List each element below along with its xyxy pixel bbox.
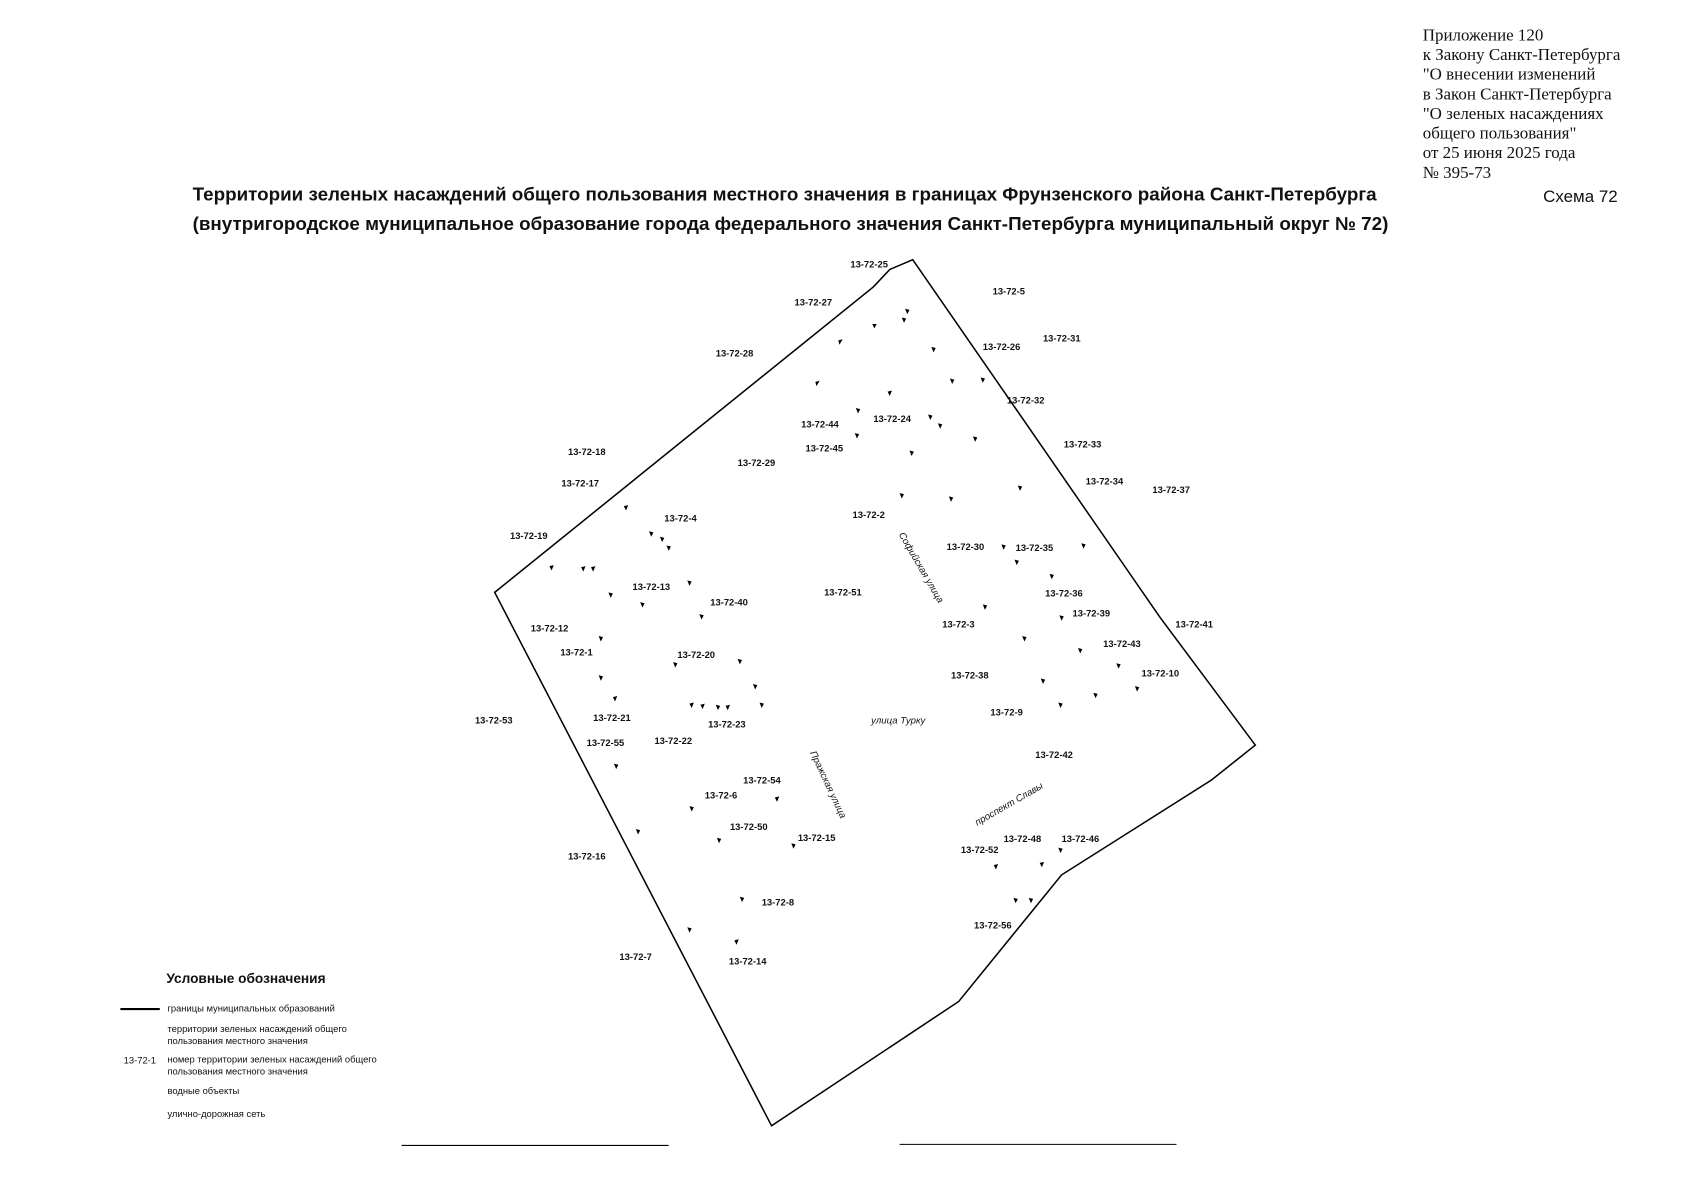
territory-number-label: 13-72-33 bbox=[1063, 438, 1102, 450]
green-area-marker bbox=[905, 309, 909, 314]
territory-number-label: 13-72-44 bbox=[801, 418, 839, 430]
green-area-marker bbox=[1015, 560, 1019, 565]
map-title-line2: (внутригородское муниципальное образование города федерального значения Санкт-Петербурга муниципальный округ № 72) bbox=[192, 213, 1389, 235]
legend-boundary-text: границы муниципальных образований bbox=[167, 1002, 335, 1014]
green-area-marker bbox=[900, 493, 904, 498]
green-area-marker bbox=[950, 379, 954, 384]
territory-labels bbox=[475, 258, 1213, 966]
appendix-line: "О зеленых насаждениях bbox=[1422, 103, 1604, 123]
green-area-marker bbox=[1081, 543, 1085, 548]
scheme-number: Схема 72 bbox=[1543, 186, 1618, 206]
green-area-marker bbox=[1135, 686, 1139, 691]
territory-number-label: 13-72-39 bbox=[1072, 607, 1111, 619]
green-area-marker bbox=[699, 614, 703, 619]
appendix-line: в Закон Санкт-Петербурга bbox=[1422, 84, 1612, 104]
territory-number-label: 13-72-46 bbox=[1061, 833, 1100, 845]
territory-number-label: 13-72-45 bbox=[805, 442, 844, 454]
territory-number-label: 13-72-31 bbox=[1042, 332, 1081, 344]
green-area-marker bbox=[888, 391, 892, 396]
appendix-line: "О внесении изменений bbox=[1422, 64, 1596, 84]
green-area-marker bbox=[902, 317, 906, 322]
green-area-marker bbox=[931, 347, 935, 352]
green-area-marker bbox=[613, 696, 617, 701]
green-area-marker bbox=[1029, 898, 1033, 903]
green-area-marker bbox=[909, 451, 913, 456]
green-area-marker bbox=[1078, 648, 1082, 653]
green-area-marker bbox=[838, 339, 842, 344]
green-area-marker bbox=[716, 705, 720, 710]
green-area-marker bbox=[1018, 485, 1022, 490]
green-area-marker bbox=[624, 505, 628, 510]
green-area-marker bbox=[687, 580, 691, 585]
territory-number-label: 13-72-51 bbox=[824, 586, 862, 598]
territory-number-label: 13-72-28 bbox=[715, 347, 754, 359]
green-area-marker bbox=[1059, 615, 1063, 620]
territory-number-label: 13-72-6 bbox=[704, 789, 738, 801]
green-area-marker bbox=[928, 415, 932, 420]
green-area-marker bbox=[687, 927, 691, 932]
legend-green-text-2: пользования местного значения bbox=[167, 1035, 308, 1046]
territory-number-label: 13-72-53 bbox=[474, 714, 513, 726]
green-area-marker bbox=[738, 659, 742, 664]
legend-green-text-1: территории зеленых насаждений общего bbox=[167, 1023, 347, 1034]
green-area-marker bbox=[608, 592, 612, 597]
territory-number-label: 13-72-20 bbox=[677, 648, 716, 660]
green-area-marker bbox=[591, 566, 595, 571]
green-area-marker bbox=[949, 496, 953, 501]
legend-number-text-1: номер территории зеленых насаждений общего bbox=[167, 1053, 377, 1065]
street-label-slavy: проспект Славы bbox=[973, 780, 1046, 829]
territory-number-label: 13-72-13 bbox=[632, 581, 671, 593]
territory-number-label: 13-72-48 bbox=[1003, 833, 1042, 845]
street-label-turku: улица Турку bbox=[871, 715, 926, 727]
green-area-marker bbox=[791, 843, 795, 848]
territory-number-label: 13-72-40 bbox=[710, 596, 748, 608]
territory-number-label: 13-72-29 bbox=[737, 456, 776, 468]
green-area-marker bbox=[599, 636, 603, 641]
appendix-line: Приложение 120 bbox=[1422, 25, 1544, 45]
green-area-markers bbox=[549, 309, 1139, 945]
territory-number-label: 13-72-4 bbox=[664, 512, 697, 524]
green-area-marker bbox=[855, 433, 859, 438]
green-area-marker bbox=[872, 324, 876, 328]
territory-number-label: 13-72-38 bbox=[951, 669, 989, 681]
territory-number-label: 13-72-22 bbox=[654, 735, 693, 746]
territory-number-label: 13-72-25 bbox=[850, 258, 888, 270]
territory-number-label: 13-72-24 bbox=[873, 413, 911, 425]
map-title-line1: Территории зеленых насаждений общего пользования местного значения в границах Фрунзенского района Санкт-Петербурга bbox=[192, 183, 1377, 205]
green-area-marker bbox=[983, 604, 987, 609]
green-area-marker bbox=[1116, 663, 1120, 668]
legend-water-text: водные объекты bbox=[167, 1085, 240, 1097]
green-area-marker bbox=[973, 436, 977, 441]
legend-roads-text: улично-дорожная сеть bbox=[167, 1108, 266, 1120]
territory-number-label: 13-72-32 bbox=[1006, 394, 1045, 406]
green-area-marker bbox=[1040, 862, 1044, 867]
green-area-marker bbox=[1058, 703, 1062, 708]
territory-number-label: 13-72-19 bbox=[509, 529, 548, 541]
appendix-line: от 25 июня 2025 года bbox=[1422, 143, 1576, 163]
territory-number-label: 13-72-54 bbox=[743, 774, 781, 786]
green-area-marker bbox=[599, 675, 603, 680]
territory-number-label: 13-72-27 bbox=[794, 296, 833, 308]
territory-number-label: 13-72-18 bbox=[568, 445, 606, 457]
green-area-marker bbox=[581, 566, 585, 571]
green-area-marker bbox=[981, 377, 985, 382]
legend-number-text-2: пользования местного значения bbox=[167, 1065, 308, 1077]
territory-number-label: 13-72-7 bbox=[619, 951, 652, 962]
territory-number-label: 13-72-12 bbox=[530, 622, 569, 634]
territory-number-label: 13-72-5 bbox=[992, 285, 1026, 297]
appendix-line: к Закону Санкт-Петербурга bbox=[1422, 45, 1621, 64]
territory-number-label: 13-72-23 bbox=[708, 718, 746, 730]
territory-number-label: 13-72-52 bbox=[960, 844, 999, 856]
territory-number-label: 13-72-2 bbox=[852, 509, 885, 521]
green-area-marker bbox=[1041, 679, 1045, 684]
territory-number-label: 13-72-15 bbox=[797, 832, 836, 844]
territory-number-label: 13-72-35 bbox=[1015, 541, 1054, 553]
territory-number-label: 13-72-43 bbox=[1103, 637, 1141, 649]
territory-number-label: 13-72-41 bbox=[1175, 618, 1213, 630]
district-boundary bbox=[495, 260, 1256, 1126]
green-area-marker bbox=[760, 703, 764, 708]
green-area-marker bbox=[815, 381, 819, 386]
green-area-marker bbox=[1093, 693, 1097, 698]
appendix-line: общего пользования" bbox=[1422, 123, 1577, 143]
green-area-marker bbox=[689, 806, 693, 811]
street-labels bbox=[807, 531, 1045, 829]
green-area-marker bbox=[689, 703, 693, 708]
map-legend bbox=[120, 971, 376, 1119]
green-area-marker bbox=[856, 408, 860, 413]
green-area-marker bbox=[726, 705, 730, 710]
green-area-marker bbox=[734, 939, 738, 944]
territory-number-label: 13-72-14 bbox=[728, 955, 767, 967]
green-area-marker bbox=[938, 423, 942, 428]
green-area-marker bbox=[666, 545, 670, 550]
territory-number-label: 13-72-10 bbox=[1141, 667, 1180, 679]
green-area-marker bbox=[740, 897, 744, 902]
green-area-marker bbox=[1050, 574, 1054, 579]
appendix-note bbox=[1423, 25, 1621, 181]
green-area-marker bbox=[775, 796, 779, 801]
green-area-marker bbox=[1013, 898, 1017, 903]
territory-number-label: 13-72-36 bbox=[1045, 587, 1083, 599]
green-area-marker bbox=[1001, 544, 1005, 549]
street-label-prazhskaya: Пражская улица bbox=[807, 749, 849, 821]
green-area-marker bbox=[1022, 636, 1026, 641]
territory-number-label: 13-72-26 bbox=[982, 341, 1021, 353]
territory-number-label: 13-72-34 bbox=[1085, 475, 1124, 487]
legend-number-sample: 13-72-1 bbox=[123, 1054, 157, 1066]
territory-number-label: 13-72-1 bbox=[560, 646, 593, 658]
green-area-marker bbox=[753, 684, 757, 689]
legend-title: Условные обозначения bbox=[166, 970, 326, 986]
green-area-marker bbox=[994, 864, 998, 869]
territory-number-label: 13-72-8 bbox=[761, 896, 795, 908]
green-area-marker bbox=[673, 662, 677, 667]
territory-number-label: 13-72-16 bbox=[568, 850, 606, 862]
territory-number-label: 13-72-50 bbox=[729, 821, 768, 833]
green-area-marker bbox=[649, 531, 653, 536]
street-label-sofiyskaya: Софийская улица bbox=[895, 530, 946, 606]
territory-number-label: 13-72-55 bbox=[586, 737, 625, 749]
territory-number-label: 13-72-9 bbox=[990, 706, 1023, 718]
appendix-line: № 395-73 bbox=[1422, 162, 1492, 182]
territory-number-label: 13-72-17 bbox=[561, 477, 600, 489]
green-area-marker bbox=[636, 829, 640, 834]
territory-number-label: 13-72-56 bbox=[974, 919, 1012, 931]
territory-number-label: 13-72-42 bbox=[1035, 749, 1073, 761]
green-area-marker bbox=[1058, 848, 1062, 853]
green-area-marker bbox=[700, 704, 704, 709]
green-area-marker bbox=[549, 565, 553, 570]
territory-number-label: 13-72-30 bbox=[946, 540, 985, 552]
green-area-marker bbox=[614, 764, 618, 769]
green-area-marker bbox=[640, 602, 644, 607]
green-area-marker bbox=[660, 537, 664, 542]
territory-number-label: 13-72-37 bbox=[1152, 484, 1191, 496]
territory-number-label: 13-72-21 bbox=[593, 712, 631, 724]
green-area-marker bbox=[717, 838, 721, 843]
territory-number-label: 13-72-3 bbox=[942, 618, 975, 630]
